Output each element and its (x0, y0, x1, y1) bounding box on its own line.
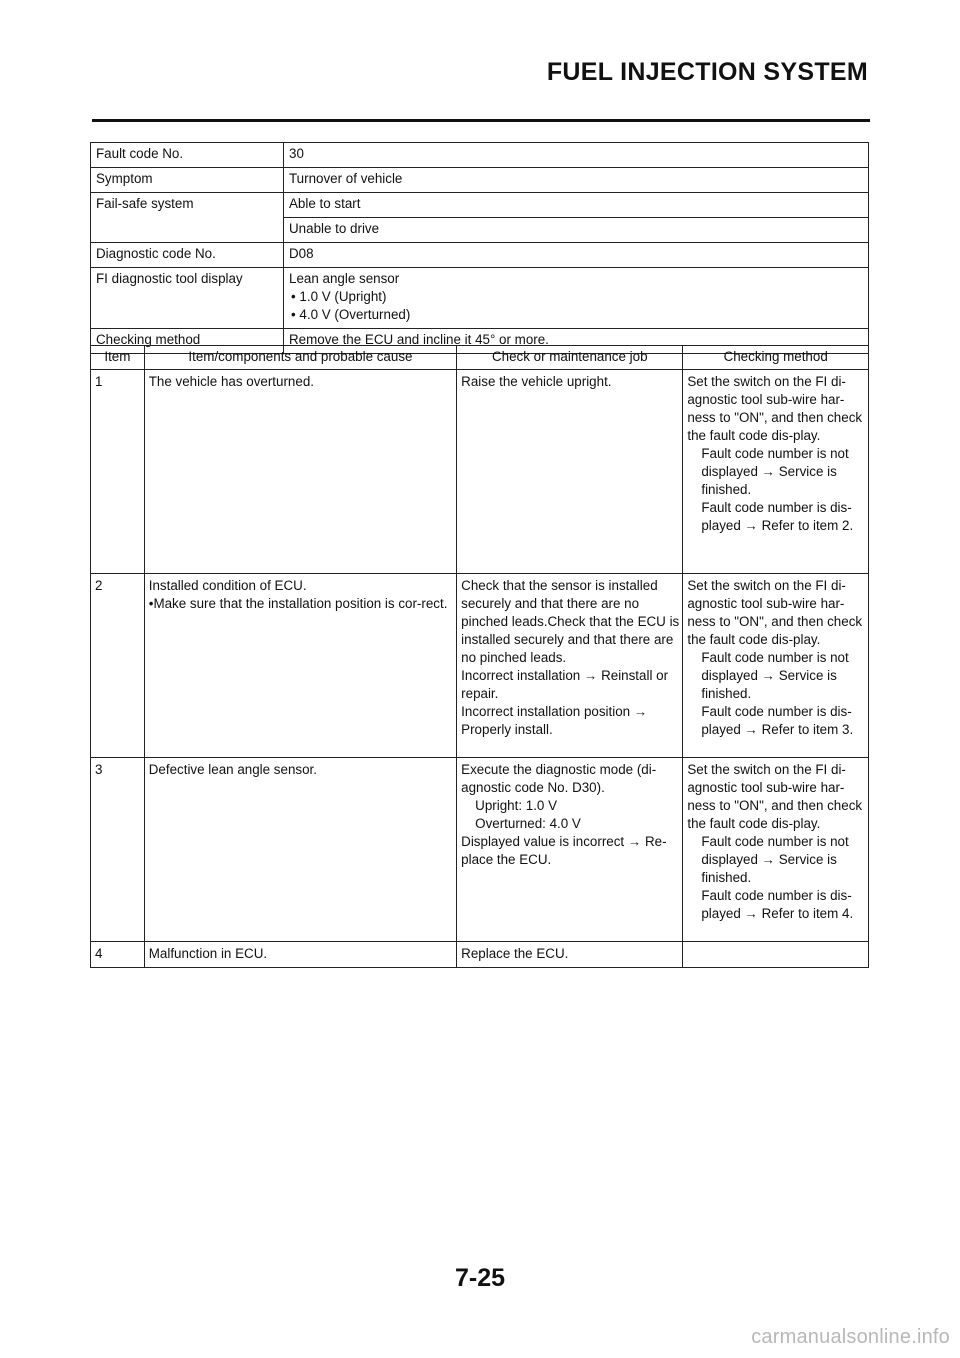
row-3-job (457, 758, 683, 942)
row-1-cause: The vehicle has overturned. (144, 370, 456, 574)
header-rule (92, 119, 870, 122)
row-2-cause (144, 574, 456, 758)
watermark: carmanualsonline.info (751, 1326, 950, 1348)
info-row-tool-display (91, 268, 869, 329)
row-2-cause-sub: •Make sure that the installation position is cor-rect. (148, 596, 448, 611)
fault-info-table (90, 142, 869, 354)
row-3-method-text: Set the switch on the FI di-agnostic tool sub-wire har-ness to "ON", and then check the fault code dis-play. (687, 762, 863, 831)
header-method: Checking method (683, 346, 869, 370)
row-3-method-a: Fault code number is not displayed → Service is finished. (701, 834, 849, 885)
row-3-job-text: Execute the diagnostic mode (di-agnostic code No. D30). (461, 762, 657, 795)
row-2-method (683, 574, 869, 758)
symptom-value: Turnover of vehicle (284, 168, 869, 193)
header-item: Item (91, 346, 145, 370)
row-2-job-3: Incorrect installation position → Properly install. (461, 704, 648, 737)
row-4-item: 4 (91, 942, 145, 968)
tool-label: FI diagnostic tool display (91, 268, 284, 329)
row-3-job-b: Overturned: 4.0 V (475, 816, 581, 831)
failsafe-value-1: Able to start (284, 193, 869, 218)
row-4-method (683, 942, 869, 968)
row-1-job: Raise the vehicle upright. (457, 370, 683, 574)
check-label: Checking method (91, 329, 284, 354)
failsafe-value-2: Unable to drive (284, 218, 869, 243)
procedure-header-row (91, 346, 869, 370)
row-1-item: 1 (91, 370, 145, 574)
failsafe-label: Fail-safe system (91, 193, 284, 218)
failsafe-label-cont (91, 218, 284, 243)
row-2-job-2: Incorrect installation → Reinstall or repair. (461, 668, 669, 701)
table-row (91, 758, 869, 942)
header-job: Check or maintenance job (457, 346, 683, 370)
diag-label: Diagnostic code No. (91, 243, 284, 268)
row-2-method-text: Set the switch on the FI di-agnostic tool sub-wire har-ness to "ON", and then check the fault code dis-play. (687, 578, 863, 647)
row-2-method-b: Fault code number is dis-played → Refer to item 3. (701, 704, 854, 737)
header-cause: Item/components and probable cause (144, 346, 456, 370)
row-4-cause: Malfunction in ECU. (144, 942, 456, 968)
fault-code-label: Fault code No. (91, 143, 284, 168)
row-1-method-a: Fault code number is not displayed → Service is finished. (701, 446, 849, 497)
page-title: FUEL INJECTION SYSTEM (546, 58, 868, 86)
info-row-failsafe-1 (91, 193, 869, 218)
row-2-item: 2 (91, 574, 145, 758)
row-1-method (683, 370, 869, 574)
row-1-method-text: Set the switch on the FI di-agnostic tool sub-wire har-ness to "ON", and then check the fault code dis-play. (687, 374, 863, 443)
diag-value: D08 (284, 243, 869, 268)
row-4-job: Replace the ECU. (457, 942, 683, 968)
check-value: Remove the ECU and incline it 45° or more. (284, 329, 869, 354)
table-row (91, 942, 869, 968)
row-3-cause: Defective lean angle sensor. (144, 758, 456, 942)
tool-bullet-overturned: • 4.0 V (Overturned) (291, 307, 411, 322)
row-3-job-a: Upright: 1.0 V (475, 798, 558, 813)
table-row (91, 574, 869, 758)
procedure-table (90, 345, 869, 968)
row-3-item: 3 (91, 758, 145, 942)
table-row (91, 370, 869, 574)
row-3-job-2: Displayed value is incorrect → Re-place the ECU. (461, 834, 667, 867)
info-row-fault-code (91, 143, 869, 168)
row-2-job-text: Check that the sensor is installed securely and that there are no pinched leads.Check that the ECU is installed securely and that there are no pinched leads. (461, 578, 680, 665)
row-2-method-a: Fault code number is not displayed → Service is finished. (701, 650, 849, 701)
symptom-label: Symptom (91, 168, 284, 193)
info-row-symptom (91, 168, 869, 193)
row-2-cause-text: Installed condition of ECU. (148, 578, 307, 593)
tool-value: Lean angle sensor (289, 271, 400, 286)
page-number: 7-25 (454, 1264, 506, 1292)
info-row-diagnostic (91, 243, 869, 268)
row-2-job (457, 574, 683, 758)
row-1-method-b: Fault code number is dis-played → Refer to item 2. (701, 500, 854, 533)
info-row-failsafe-2 (91, 218, 869, 243)
tool-value-cell (284, 268, 869, 329)
row-3-method-b: Fault code number is dis-played → Refer to item 4. (701, 888, 854, 921)
row-3-method (683, 758, 869, 942)
fault-code-value: 30 (284, 143, 869, 168)
tool-bullet-upright: • 1.0 V (Upright) (291, 289, 387, 304)
